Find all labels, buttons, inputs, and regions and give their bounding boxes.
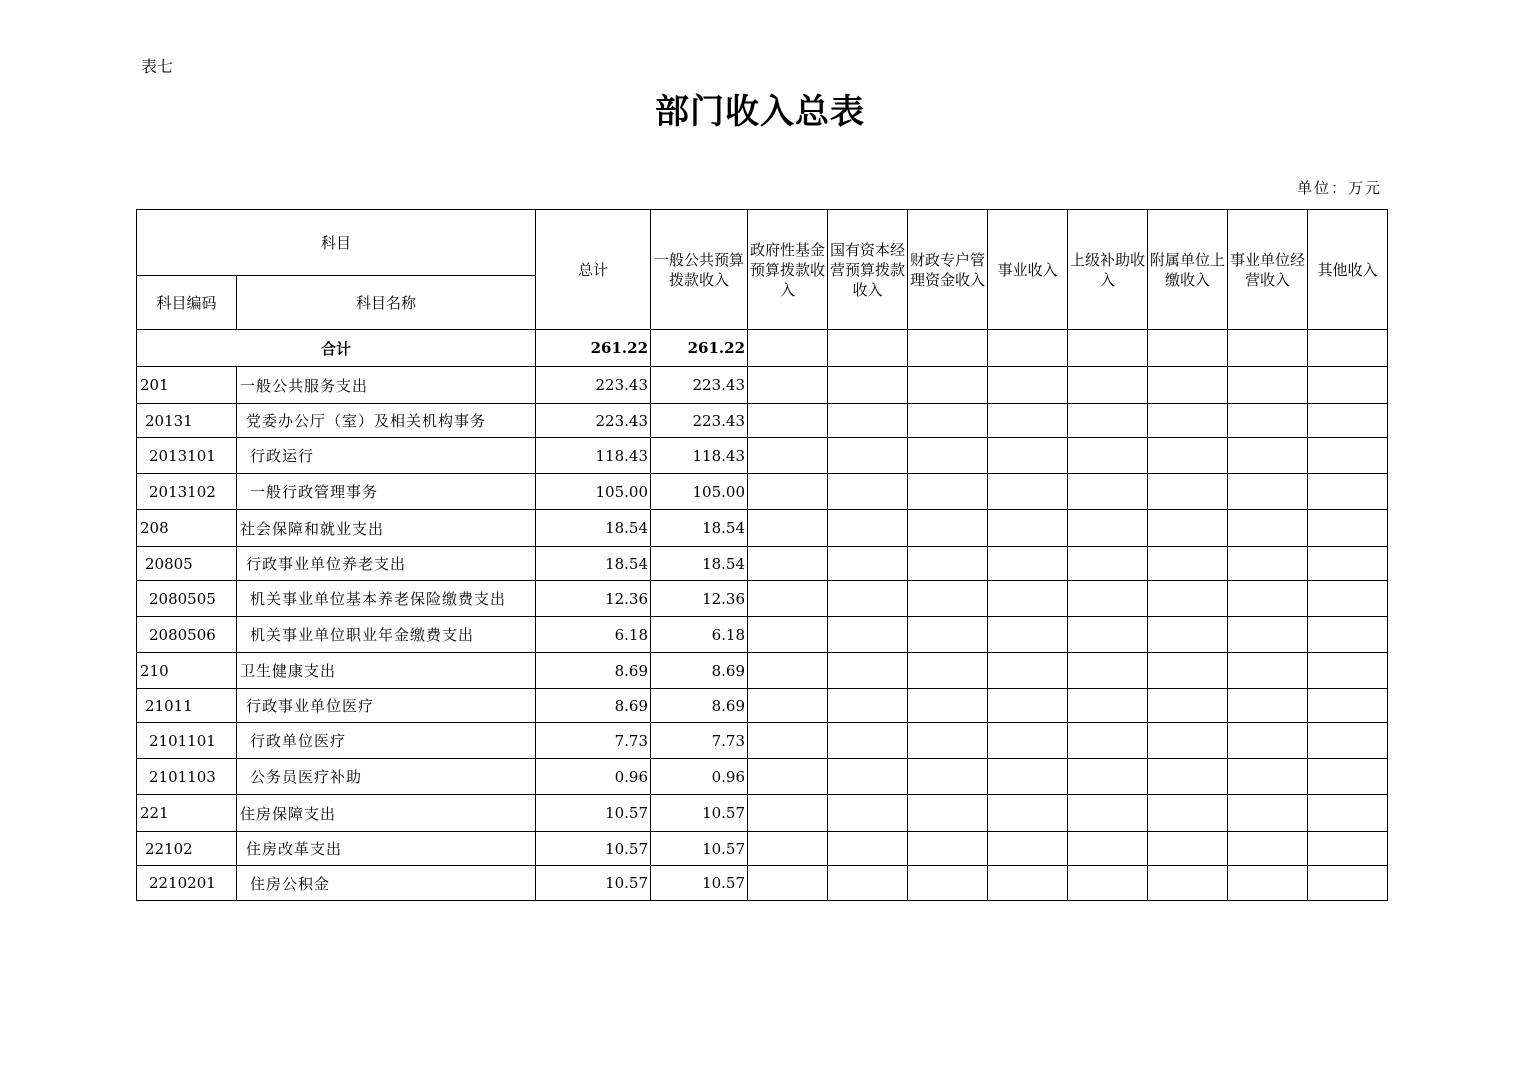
total-cell: 18.54 bbox=[536, 547, 651, 581]
empty-cell bbox=[988, 617, 1068, 653]
empty-cell bbox=[1308, 474, 1388, 510]
subject-name-cell: 社会保障和就业支出 bbox=[237, 510, 536, 547]
empty-cell bbox=[1228, 617, 1308, 653]
empty-cell bbox=[1228, 438, 1308, 474]
empty-cell bbox=[828, 866, 908, 901]
empty-cell bbox=[1068, 474, 1148, 510]
empty-cell bbox=[1308, 759, 1388, 795]
empty-cell bbox=[1068, 759, 1148, 795]
subject-code-cell: 21011 bbox=[137, 689, 237, 723]
total-cell: 105.00 bbox=[536, 474, 651, 510]
header-business-income: 事业收入 bbox=[988, 210, 1068, 330]
table-row bbox=[137, 438, 1388, 474]
income-summary-table bbox=[136, 209, 1388, 901]
empty-cell bbox=[1308, 689, 1388, 723]
total-cell: 8.69 bbox=[536, 653, 651, 689]
empty-cell bbox=[988, 795, 1068, 832]
empty-cell bbox=[748, 617, 828, 653]
empty-cell bbox=[828, 689, 908, 723]
subject-code-cell: 2013101 bbox=[137, 438, 237, 474]
subject-name-cell: 机关事业单位职业年金缴费支出 bbox=[237, 617, 536, 653]
general-budget-cell: 8.69 bbox=[651, 689, 748, 723]
empty-cell bbox=[908, 404, 988, 438]
empty-cell bbox=[988, 653, 1068, 689]
empty-cell bbox=[1148, 759, 1228, 795]
empty-cell bbox=[748, 759, 828, 795]
table-number-label: 表七 bbox=[141, 57, 174, 76]
empty-cell bbox=[1068, 510, 1148, 547]
table-row bbox=[137, 653, 1388, 689]
table-row bbox=[137, 404, 1388, 438]
empty-cell bbox=[828, 581, 908, 617]
empty-cell bbox=[748, 795, 828, 832]
empty-cell bbox=[748, 832, 828, 866]
total-cell: 7.73 bbox=[536, 723, 651, 759]
empty-cell bbox=[1228, 510, 1308, 547]
subject-name-cell: 公务员医疗补助 bbox=[237, 759, 536, 795]
empty-cell bbox=[828, 474, 908, 510]
empty-cell bbox=[988, 866, 1068, 901]
total-cell: 0.96 bbox=[536, 759, 651, 795]
total-label: 合计 bbox=[137, 330, 536, 367]
subject-code-cell: 22102 bbox=[137, 832, 237, 866]
total-cell: 18.54 bbox=[536, 510, 651, 547]
subject-code-cell: 2101101 bbox=[137, 723, 237, 759]
empty-cell bbox=[1068, 866, 1148, 901]
header-subject-code: 科目编码 bbox=[137, 276, 237, 330]
total-row bbox=[137, 330, 1388, 367]
total-cell: 223.43 bbox=[536, 367, 651, 404]
empty-cell bbox=[1068, 547, 1148, 581]
empty-cell bbox=[828, 510, 908, 547]
empty-cell bbox=[1068, 404, 1148, 438]
empty-cell bbox=[828, 367, 908, 404]
subject-name-cell: 住房公积金 bbox=[237, 866, 536, 901]
empty-cell bbox=[1308, 438, 1388, 474]
empty-cell bbox=[908, 547, 988, 581]
empty-cell bbox=[1228, 795, 1308, 832]
empty-cell bbox=[1148, 653, 1228, 689]
table-row bbox=[137, 367, 1388, 404]
total-value: 261.22 bbox=[536, 330, 651, 367]
empty-cell bbox=[1068, 723, 1148, 759]
general-budget-cell: 6.18 bbox=[651, 617, 748, 653]
general-budget-cell: 118.43 bbox=[651, 438, 748, 474]
empty-cell bbox=[1308, 723, 1388, 759]
empty-cell bbox=[1228, 832, 1308, 866]
table-row bbox=[137, 759, 1388, 795]
total-cell: 10.57 bbox=[536, 832, 651, 866]
empty-cell bbox=[908, 723, 988, 759]
empty-cell bbox=[828, 404, 908, 438]
subject-name-cell: 行政运行 bbox=[237, 438, 536, 474]
empty-cell bbox=[988, 759, 1068, 795]
table-row bbox=[137, 581, 1388, 617]
empty-cell bbox=[1228, 404, 1308, 438]
subject-name-cell: 卫生健康支出 bbox=[237, 653, 536, 689]
empty-cell bbox=[748, 653, 828, 689]
header-superior-subsidy: 上级补助收入 bbox=[1068, 210, 1148, 330]
empty-cell bbox=[828, 547, 908, 581]
empty-cell bbox=[1148, 689, 1228, 723]
table-row bbox=[137, 510, 1388, 547]
header-gov-fund: 政府性基金预算拨款收入 bbox=[748, 210, 828, 330]
total-cell: 12.36 bbox=[536, 581, 651, 617]
subject-name-cell: 行政单位医疗 bbox=[237, 723, 536, 759]
empty-cell bbox=[748, 367, 828, 404]
table-row bbox=[137, 689, 1388, 723]
table-row bbox=[137, 866, 1388, 901]
empty-cell bbox=[988, 510, 1068, 547]
empty-cell bbox=[1228, 653, 1308, 689]
empty-cell bbox=[1148, 547, 1228, 581]
empty-cell bbox=[828, 832, 908, 866]
empty-cell bbox=[1308, 510, 1388, 547]
general-budget-cell: 0.96 bbox=[651, 759, 748, 795]
subject-code-cell: 20131 bbox=[137, 404, 237, 438]
table-row bbox=[137, 832, 1388, 866]
header-affiliated: 附属单位上缴收入 bbox=[1148, 210, 1228, 330]
header-other-income: 其他收入 bbox=[1308, 210, 1388, 330]
empty-cell bbox=[1308, 404, 1388, 438]
empty-cell bbox=[1148, 795, 1228, 832]
empty-cell bbox=[748, 404, 828, 438]
general-budget-cell: 7.73 bbox=[651, 723, 748, 759]
empty-cell bbox=[908, 866, 988, 901]
empty-cell bbox=[988, 404, 1068, 438]
empty-cell bbox=[1228, 866, 1308, 901]
empty-cell bbox=[1148, 581, 1228, 617]
empty-cell bbox=[908, 581, 988, 617]
empty-cell bbox=[1068, 438, 1148, 474]
general-budget-cell: 12.36 bbox=[651, 581, 748, 617]
empty-cell bbox=[748, 581, 828, 617]
header-subject: 科目 bbox=[137, 210, 536, 276]
general-budget-cell: 10.57 bbox=[651, 795, 748, 832]
subject-name-cell: 一般行政管理事务 bbox=[237, 474, 536, 510]
empty-cell bbox=[1308, 547, 1388, 581]
empty-cell bbox=[1308, 866, 1388, 901]
empty-cell bbox=[828, 617, 908, 653]
empty-cell bbox=[748, 866, 828, 901]
total-general-budget: 261.22 bbox=[651, 330, 748, 367]
empty-cell bbox=[1068, 581, 1148, 617]
empty-cell bbox=[1228, 547, 1308, 581]
general-budget-cell: 18.54 bbox=[651, 510, 748, 547]
total-cell: 10.57 bbox=[536, 866, 651, 901]
empty-cell bbox=[1308, 581, 1388, 617]
empty-cell bbox=[828, 653, 908, 689]
empty-cell bbox=[1308, 653, 1388, 689]
table-row bbox=[137, 547, 1388, 581]
empty-cell bbox=[908, 653, 988, 689]
empty-cell bbox=[908, 367, 988, 404]
header-fiscal-special: 财政专户管理资金收入 bbox=[908, 210, 988, 330]
general-budget-cell: 223.43 bbox=[651, 404, 748, 438]
empty-cell bbox=[1148, 866, 1228, 901]
subject-code-cell: 2080506 bbox=[137, 617, 237, 653]
header-general-budget: 一般公共预算拨款收入 bbox=[651, 210, 748, 330]
empty-cell bbox=[1308, 367, 1388, 404]
general-budget-cell: 105.00 bbox=[651, 474, 748, 510]
subject-name-cell: 住房保障支出 bbox=[237, 795, 536, 832]
subject-code-cell: 2210201 bbox=[137, 866, 237, 901]
empty-cell bbox=[1308, 795, 1388, 832]
total-cell: 6.18 bbox=[536, 617, 651, 653]
empty-cell bbox=[908, 617, 988, 653]
empty-cell bbox=[1068, 795, 1148, 832]
empty-cell bbox=[1068, 367, 1148, 404]
subject-name-cell: 机关事业单位基本养老保险缴费支出 bbox=[237, 581, 536, 617]
table-row bbox=[137, 795, 1388, 832]
unit-label: 单位：万元 bbox=[1296, 179, 1382, 197]
empty-cell bbox=[908, 759, 988, 795]
general-budget-cell: 223.43 bbox=[651, 367, 748, 404]
empty-cell bbox=[988, 689, 1068, 723]
empty-cell bbox=[908, 832, 988, 866]
empty-cell bbox=[908, 510, 988, 547]
empty-cell bbox=[988, 723, 1068, 759]
subject-code-cell: 2080505 bbox=[137, 581, 237, 617]
empty-cell bbox=[908, 438, 988, 474]
empty-cell bbox=[988, 438, 1068, 474]
subject-name-cell: 住房改革支出 bbox=[237, 832, 536, 866]
general-budget-cell: 10.57 bbox=[651, 866, 748, 901]
subject-name-cell: 党委办公厅（室）及相关机构事务 bbox=[237, 404, 536, 438]
empty-cell bbox=[828, 438, 908, 474]
empty-cell bbox=[1068, 832, 1148, 866]
empty-cell bbox=[748, 547, 828, 581]
empty-cell bbox=[1148, 367, 1228, 404]
empty-cell bbox=[988, 474, 1068, 510]
empty-cell bbox=[748, 723, 828, 759]
subject-code-cell: 201 bbox=[137, 367, 237, 404]
empty-cell bbox=[1148, 832, 1228, 866]
subject-code-cell: 20805 bbox=[137, 547, 237, 581]
empty-cell bbox=[1308, 832, 1388, 866]
empty-cell bbox=[828, 795, 908, 832]
empty-cell bbox=[988, 832, 1068, 866]
empty-cell bbox=[1148, 617, 1228, 653]
subject-code-cell: 210 bbox=[137, 653, 237, 689]
table-row bbox=[137, 723, 1388, 759]
total-cell: 10.57 bbox=[536, 795, 651, 832]
empty-cell bbox=[1228, 581, 1308, 617]
empty-cell bbox=[1068, 617, 1148, 653]
empty-cell bbox=[1228, 367, 1308, 404]
header-state-capital: 国有资本经营预算拨款收入 bbox=[828, 210, 908, 330]
empty-cell bbox=[828, 723, 908, 759]
empty-cell bbox=[1308, 617, 1388, 653]
empty-cell bbox=[1228, 689, 1308, 723]
general-budget-cell: 10.57 bbox=[651, 832, 748, 866]
empty-cell bbox=[1148, 723, 1228, 759]
empty-cell bbox=[908, 474, 988, 510]
empty-cell bbox=[988, 581, 1068, 617]
empty-cell bbox=[1148, 510, 1228, 547]
empty-cell bbox=[828, 759, 908, 795]
general-budget-cell: 8.69 bbox=[651, 653, 748, 689]
empty-cell bbox=[1228, 759, 1308, 795]
empty-cell bbox=[988, 547, 1068, 581]
empty-cell bbox=[1148, 404, 1228, 438]
subject-code-cell: 208 bbox=[137, 510, 237, 547]
subject-name-cell: 行政事业单位养老支出 bbox=[237, 547, 536, 581]
general-budget-cell: 18.54 bbox=[651, 547, 748, 581]
empty-cell bbox=[1228, 723, 1308, 759]
subject-code-cell: 2101103 bbox=[137, 759, 237, 795]
empty-cell bbox=[1148, 438, 1228, 474]
empty-cell bbox=[748, 438, 828, 474]
empty-cell bbox=[1228, 474, 1308, 510]
subject-code-cell: 221 bbox=[137, 795, 237, 832]
empty-cell bbox=[1148, 474, 1228, 510]
table-row bbox=[137, 474, 1388, 510]
total-cell: 223.43 bbox=[536, 404, 651, 438]
table-row bbox=[137, 617, 1388, 653]
subject-name-cell: 一般公共服务支出 bbox=[237, 367, 536, 404]
subject-code-cell: 2013102 bbox=[137, 474, 237, 510]
header-business-operation: 事业单位经营收入 bbox=[1228, 210, 1308, 330]
empty-cell bbox=[1068, 653, 1148, 689]
total-cell: 118.43 bbox=[536, 438, 651, 474]
total-cell: 8.69 bbox=[536, 689, 651, 723]
empty-cell bbox=[748, 474, 828, 510]
empty-cell bbox=[988, 367, 1068, 404]
empty-cell bbox=[748, 510, 828, 547]
empty-cell bbox=[1068, 689, 1148, 723]
empty-cell bbox=[748, 689, 828, 723]
empty-cell bbox=[908, 795, 988, 832]
subject-name-cell: 行政事业单位医疗 bbox=[237, 689, 536, 723]
header-subject-name: 科目名称 bbox=[237, 276, 536, 330]
page-title: 部门收入总表 bbox=[655, 92, 865, 132]
empty-cell bbox=[908, 689, 988, 723]
header-total: 总计 bbox=[536, 210, 651, 330]
